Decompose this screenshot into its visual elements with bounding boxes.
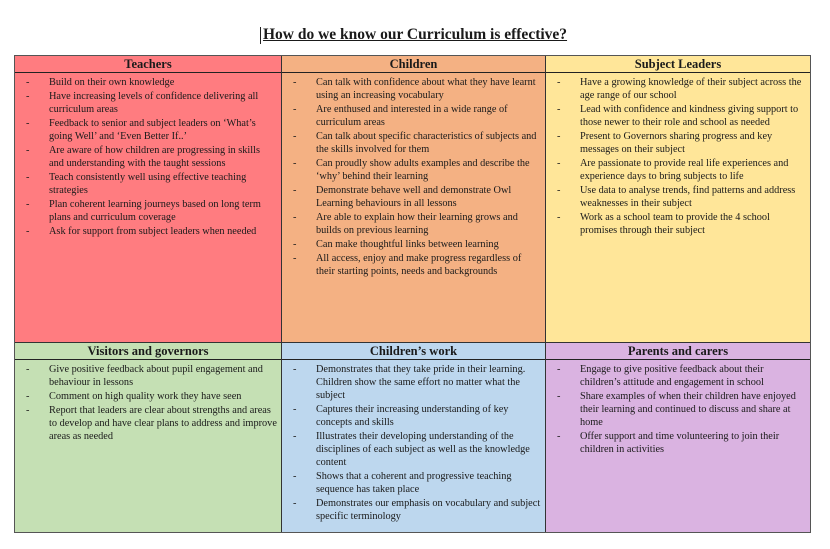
heading-teachers: Teachers [15, 56, 281, 73]
list-item: - Share examples of when their children have enjoyed their learning and continued to discuss and share at home [546, 390, 806, 429]
list-item: - Demonstrates that they take pride in their learning. Children show the same effort no matter what the subject [282, 363, 541, 402]
heading-visitors-governors: Visitors and governors [15, 343, 281, 360]
cell-visitors-governors [15, 343, 282, 532]
list-item: - Can talk with confidence about what they have learnt using an increasing vocabulary [282, 76, 541, 102]
cell-teachers [15, 56, 282, 343]
heading-childrens-work: Children’s work [282, 343, 545, 360]
list-teachers [15, 73, 281, 238]
list-item: - Captures their increasing understanding of key concepts and skills [282, 403, 541, 429]
curriculum-table [14, 55, 811, 533]
list-visitors-governors [15, 360, 281, 443]
list-subject-leaders [546, 73, 810, 237]
list-item: - Work as a school team to provide the 4 school promises through their subject [546, 211, 806, 237]
list-children [282, 73, 545, 278]
list-item: - Demonstrates our emphasis on vocabulary and subject specific terminology [282, 497, 541, 523]
list-item: - Can talk about specific characteristics of subjects and the skills involved for them [282, 130, 541, 156]
title-text[interactable]: How do we know our Curriculum is effective? [263, 26, 567, 43]
list-item: - Report that leaders are clear about strengths and areas to develop and have clear plans to address and improve areas as needed [15, 404, 277, 443]
list-item: - Plan coherent learning journeys based on long term plans and curriculum coverage [15, 198, 277, 224]
list-childrens-work [282, 360, 545, 523]
list-item: - Ask for support from subject leaders when needed [15, 225, 277, 238]
list-item: - Present to Governors sharing progress and key messages on their subject [546, 130, 806, 156]
list-item: - Offer support and time volunteering to join their children in activities [546, 430, 806, 456]
heading-parents-carers: Parents and carers [546, 343, 810, 360]
list-item: - Are enthused and interested in a wide range of curriculum areas [282, 103, 541, 129]
heading-children: Children [282, 56, 545, 73]
list-item: - Give positive feedback about pupil engagement and behaviour in lessons [15, 363, 277, 389]
list-item: - Build on their own knowledge [15, 76, 277, 89]
list-item: - Are aware of how children are progressing in skills and understanding with the taught sessions [15, 144, 277, 170]
list-item: - Are able to explain how their learning grows and builds on previous learning [282, 211, 541, 237]
list-item: - Comment on high quality work they have seen [15, 390, 277, 403]
heading-subject-leaders: Subject Leaders [546, 56, 810, 73]
list-item: - Use data to analyse trends, find patterns and address weaknesses in their subject [546, 184, 806, 210]
list-item: - Feedback to senior and subject leaders on ‘What’s going Well’ and ‘Even Better If..’ [15, 117, 277, 143]
document-title [0, 26, 830, 44]
cell-parents-carers [546, 343, 810, 532]
list-item: - Demonstrate behave well and demonstrate Owl Learning behaviours in all lessons [282, 184, 541, 210]
list-item: - Are passionate to provide real life experiences and experience days to bring subjects to life [546, 157, 806, 183]
list-item: - All access, enjoy and make progress regardless of their starting points, needs and backgrounds [282, 252, 541, 278]
text-cursor [260, 27, 261, 44]
list-parents-carers [546, 360, 810, 456]
list-item: - Have a growing knowledge of their subject across the age range of our school [546, 76, 806, 102]
list-item: - Engage to give positive feedback about their children’s attitude and engagement in school [546, 363, 806, 389]
list-item: - Can proudly show adults examples and describe the ‘why’ behind their learning [282, 157, 541, 183]
list-item: - Shows that a coherent and progressive teaching sequence has taken place [282, 470, 541, 496]
cell-subject-leaders [546, 56, 810, 343]
cell-children [282, 56, 546, 343]
list-item: - Can make thoughtful links between learning [282, 238, 541, 251]
list-item: - Have increasing levels of confidence delivering all curriculum areas [15, 90, 277, 116]
list-item: - Teach consistently well using effective teaching strategies [15, 171, 277, 197]
list-item: - Lead with confidence and kindness giving support to those newer to their role and school as needed [546, 103, 806, 129]
cell-childrens-work [282, 343, 546, 532]
list-item: - Illustrates their developing understanding of the disciplines of each subject as well as the knowledge content [282, 430, 541, 469]
